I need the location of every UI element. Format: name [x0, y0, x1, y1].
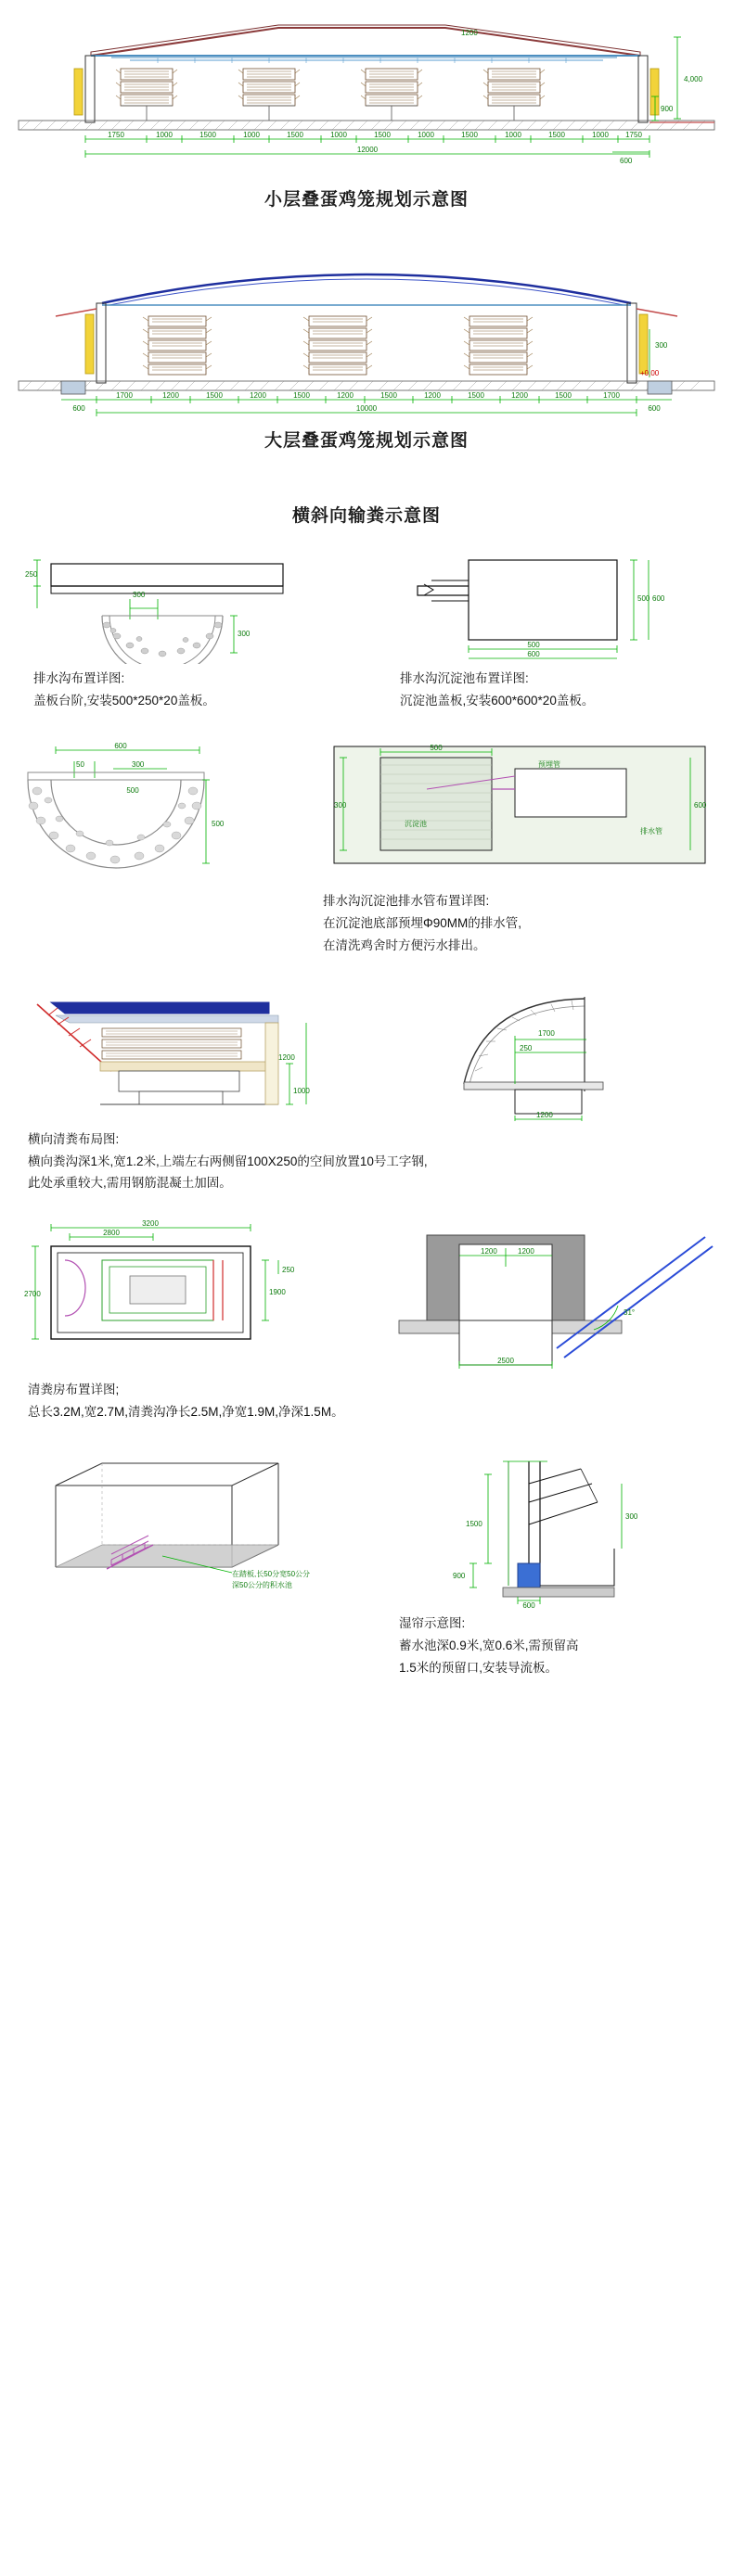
mr-1700: 1700: [538, 1029, 555, 1039]
msec-1200b: 1200: [518, 1247, 534, 1256]
section-big-tier: [0, 236, 733, 478]
note-manure-line2: 横向粪沟深1米,宽1.2米,上端左右两侧留100X250的空间放置10号工字钢,: [28, 1154, 428, 1168]
detail-row-covers: [0, 543, 733, 711]
detail-row-wet-curtain: [0, 1447, 733, 1678]
ds-600: 600: [114, 742, 127, 751]
dim-span-5: 1000: [330, 131, 347, 139]
caption-small-tier: 小层叠蛋鸡笼规划示意图: [264, 190, 469, 210]
ml-1200: 1200: [278, 1053, 295, 1063]
note-wc-line2: 蓄水池深0.9米,宽0.6米,需预留高: [399, 1638, 579, 1652]
dim-span-9: 1000: [505, 131, 521, 139]
big-dim-2: 1500: [206, 391, 223, 400]
dim-span-4: 1500: [287, 131, 303, 139]
big-dim-8: 1500: [468, 391, 484, 400]
dim-300b: 300: [238, 630, 251, 638]
note-mroom-title: 清粪房布置详图;: [28, 1383, 120, 1396]
note-sediment-line2: 沉淀池盖板,安装600*600*20盖板。: [400, 693, 595, 708]
detail-row-manure-layout: [0, 982, 733, 1121]
big-dim-3: 1200: [250, 391, 266, 400]
big-dim-11: 1700: [603, 391, 620, 400]
note-sediment-cover: [400, 668, 733, 711]
sediment-cover-svg: [366, 543, 733, 664]
ml-1000: 1000: [293, 1087, 310, 1096]
dim-span-6: 1500: [374, 131, 391, 139]
msec-2500: 2500: [497, 1357, 514, 1365]
detail-row-pipe: [0, 733, 733, 956]
dim-300a: 300: [133, 591, 146, 599]
caption-manure-transverse: 横斜向输粪示意图: [291, 506, 441, 526]
big-level-mark: +0.00: [640, 369, 660, 377]
dim-600: 600: [527, 650, 540, 658]
pipe-600: 600: [694, 801, 707, 810]
detail-manure-room-section: [371, 1218, 733, 1371]
detail-manure-right: [427, 982, 733, 1121]
drawing-big-tier: [0, 236, 733, 417]
note-wet-curtain: [399, 1613, 733, 1678]
detail-sediment-cover: [366, 543, 733, 711]
note-drain-cover-title: 排水沟布置详图:: [33, 671, 125, 685]
wc-300: 300: [625, 1512, 638, 1522]
note-manure-title: 横向清粪布局图:: [28, 1132, 120, 1147]
mroom-1900: 1900: [269, 1288, 286, 1296]
manure-room-section-svg: [371, 1218, 733, 1371]
dim-base-600: 600: [620, 157, 633, 165]
detail-wet-curtain-section: [399, 1447, 733, 1678]
note-sediment-pipe: [323, 890, 733, 956]
dim-span-12: 1750: [625, 131, 642, 139]
dim-250: 250: [25, 570, 38, 579]
sediment-pipe-svg: [315, 733, 733, 886]
big-dim-7: 1200: [424, 391, 441, 400]
detail-drain-section: [0, 733, 315, 956]
mroom-2800: 2800: [103, 1229, 120, 1237]
wc-note1: 在踏板,长50分宽50公分: [232, 1570, 311, 1579]
big-dim-right-height: 300: [655, 341, 668, 350]
manure-left-svg: [0, 982, 427, 1121]
big-dim-5: 1200: [337, 391, 354, 400]
ds-300: 300: [132, 760, 145, 770]
mroom-250: 250: [282, 1266, 295, 1274]
detail-manure-room-plan: [0, 1218, 371, 1371]
label-buried-pipe: 预埋管: [538, 760, 560, 770]
dim-top-note: 1200: [461, 29, 478, 37]
dim-600v: 600: [652, 594, 665, 603]
wc-900: 900: [453, 1572, 466, 1581]
mr-1200: 1200: [536, 1111, 553, 1120]
dim-span-0: 1750: [108, 131, 124, 139]
dim-span-11: 1000: [592, 131, 609, 139]
detail-sediment-pipe: [315, 733, 733, 956]
big-dim-total: 10000: [355, 404, 378, 413]
pipe-300: 300: [334, 801, 347, 810]
note-pipe-title: 排水沟沉淀池排水管布置详图:: [323, 894, 490, 909]
ds-500v: 500: [212, 820, 225, 829]
wc-note2: 深50公分的积水池: [232, 1581, 292, 1590]
big-dim-0: 1700: [116, 391, 133, 400]
dim-height-900: 900: [661, 105, 674, 113]
detail-row-manure-room: [0, 1218, 733, 1371]
ds-500: 500: [126, 786, 139, 796]
big-dim-4: 1500: [293, 391, 310, 400]
note-mroom-line2: 总长3.2M,宽2.7M,清粪沟净长2.5M,净宽1.9M,净深1.5M。: [28, 1404, 344, 1419]
msec-1200a: 1200: [481, 1247, 497, 1256]
note-pipe-line3: 在清洗鸡舍时方便污水排出。: [323, 937, 486, 952]
note-manure-line3: 此处承重较大,需用钢筋混凝土加固。: [28, 1176, 232, 1191]
label-drain-pipe: 排水管: [640, 827, 662, 836]
big-dim-6: 1500: [380, 391, 397, 400]
manure-right-svg: [427, 982, 733, 1121]
drain-cover-svg: [0, 543, 366, 664]
dim-span-2: 1500: [199, 131, 216, 139]
wc-600: 600: [522, 1601, 535, 1610]
detail-wet-curtain-iso: [0, 1447, 399, 1678]
mr-250: 250: [520, 1044, 533, 1053]
detail-manure-left: [0, 982, 427, 1121]
wet-curtain-section-svg: [399, 1447, 733, 1609]
note-drain-cover-line2: 盖板台阶,安装500*250*20盖板。: [33, 693, 215, 708]
note-pipe-line2: 在沉淀池底部预埋Φ90MM的排水管,: [323, 915, 522, 930]
dim-height-4000: 4,000: [684, 75, 703, 83]
dim-span-8: 1500: [461, 131, 478, 139]
ds-50: 50: [76, 760, 84, 770]
dim-span-3: 1000: [243, 131, 260, 139]
label-sediment-pool: 沉淀池: [405, 820, 427, 829]
small-tier-svg: [0, 0, 733, 176]
manure-room-plan-svg: [0, 1218, 371, 1371]
pipe-500: 500: [430, 744, 443, 753]
drawing-small-tier: [0, 0, 733, 176]
dim-total-width: 12000: [356, 146, 379, 154]
big-dim-side-right: 600: [648, 404, 661, 413]
big-dim-side-left: 600: [72, 404, 85, 413]
dim-span-7: 1000: [418, 131, 434, 139]
wet-curtain-iso-svg: [0, 1447, 399, 1609]
note-wc-line3: 1.5米的预留口,安装导流板。: [399, 1660, 559, 1675]
mroom-3200: 3200: [142, 1219, 159, 1228]
dim-span-1: 1000: [156, 131, 173, 139]
note-sediment-title: 排水沟沉淀池布置详图:: [400, 671, 529, 685]
big-tier-svg: [0, 236, 733, 417]
dim-500: 500: [527, 641, 540, 649]
wc-1500: 1500: [466, 1520, 482, 1529]
caption-big-tier: 大层叠蛋鸡笼规划示意图: [264, 431, 469, 451]
note-drain-cover: [33, 668, 366, 711]
note-manure-layout: [28, 1129, 733, 1194]
big-dim-9: 1200: [511, 391, 528, 400]
note-wc-title: 湿帘示意图:: [399, 1616, 466, 1631]
note-manure-room: [28, 1379, 733, 1422]
drain-section-svg: [0, 733, 315, 886]
big-dim-1: 1200: [162, 391, 179, 400]
mroom-2700: 2700: [24, 1290, 41, 1298]
msec-angle: 31°: [624, 1308, 636, 1317]
detail-drain-cover: [0, 543, 366, 711]
dim-500v: 500: [637, 594, 650, 603]
dim-span-10: 1500: [548, 131, 565, 139]
big-dim-10: 1500: [555, 391, 572, 400]
section-small-tier: [0, 0, 733, 236]
